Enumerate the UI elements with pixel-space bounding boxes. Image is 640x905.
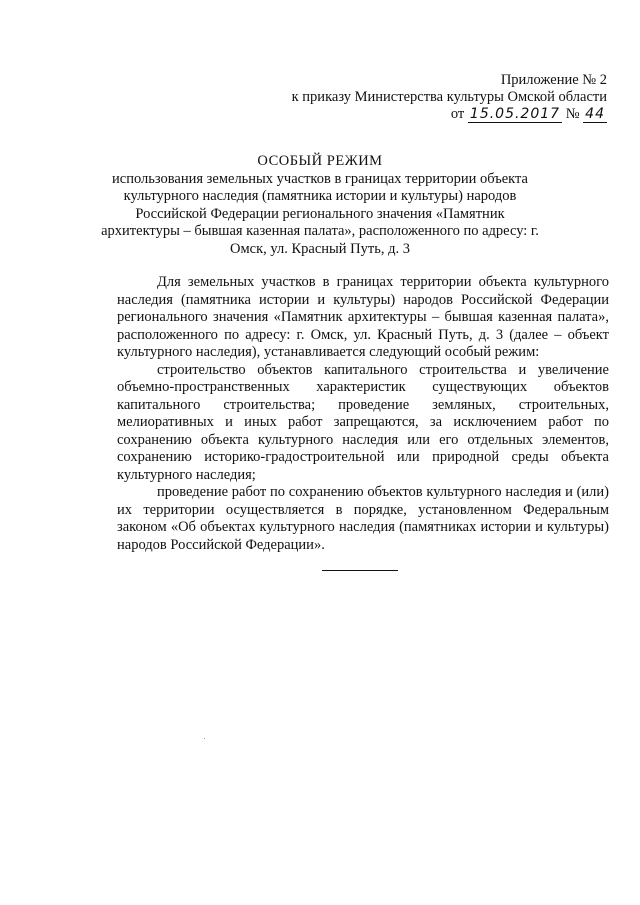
number-prefix: № [565,106,580,122]
scan-speck [204,738,205,739]
body-paragraph: строительство объектов капитального строительства и увеличение объемно-пространственных характеристик существующих объектов капитального строительства; проведение земляных, строительных, мелиоративных и иных работ запрещаются, за исключением работ по сохранению объекта культурного наследия или его отдельных элементов, сохранению историко-градостроительной или природной среды объекта культурного наследия; [117,361,609,483]
document-title-block [100,153,540,258]
appendix-header [277,72,607,123]
document-body [117,274,609,554]
closing-divider [322,570,398,571]
date-prefix: от [450,106,465,122]
handwritten-date: 15.05.2017 [469,106,561,122]
document-subtitle: использования земельных участков в границах территории объекта культурного наследия (памятника истории и культуры) народов Российской Федерации регионального значения «Памятник архитектуры – бывшая казенная палата», расположенного по адресу: г. Омск, ул. Красный Путь, д. 3 [101,170,539,257]
order-date-line [277,106,607,123]
body-paragraph: Для земельных участков в границах территории объекта культурного наследия (памятника истории и культуры) народов Российской Федерации регионального значения «Памятник архитектуры – бывшая казенная палата», расположенного по адресу: г. Омск, ул. Красный Путь, д. 3 (далее – объект культурного наследия), устанавливается следующий особый режим: [117,274,609,360]
handwritten-number: 44 [585,106,605,122]
order-reference: к приказу Министерства культуры Омской области [291,89,607,105]
document-title: ОСОБЫЙ РЕЖИМ [257,153,383,169]
body-paragraph: проведение работ по сохранению объектов культурного наследия и (или) их территории осуществляется в порядке, установленном Федеральным законом «Об объектах культурного наследия (памятниках истории и культуры) народов Российской Федерации». [117,484,609,553]
appendix-number: Приложение № 2 [500,72,607,88]
